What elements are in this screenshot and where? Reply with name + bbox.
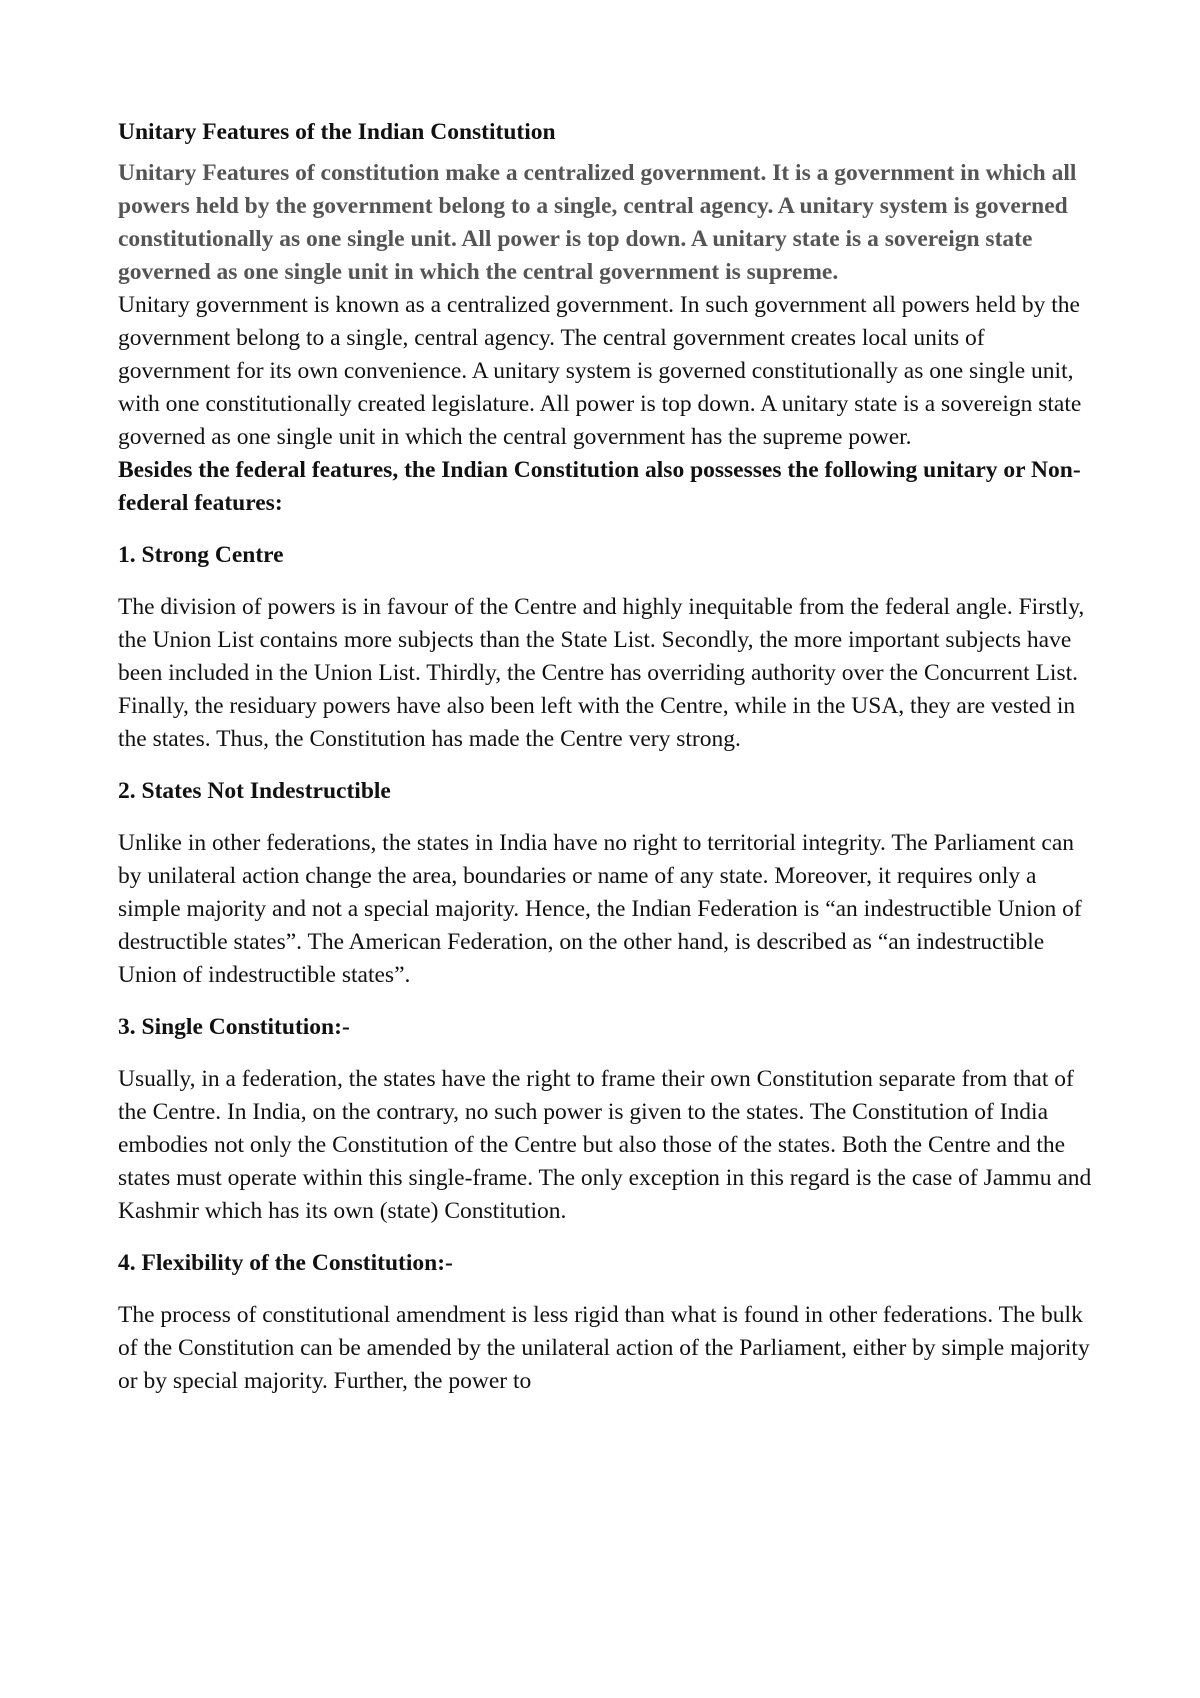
body-paragraph: Unitary government is known as a centralized government. In such government all powers held by the government belong to a single, central agency. The central government creates local units of government for its own convenience. A unitary system is governed constitutionally as one single unit, with one constitutionally created legislature. All power is top down. A unitary state is a sovereign state governed as one single unit in which the central government has the supreme power. [118, 292, 1082, 450]
section-heading-single-constitution: 3. Single Constitution:- [118, 1014, 350, 1040]
features-intro: Besides the federal features, the Indian Constitution also possesses the following unitary or Non-federal features: [118, 457, 1081, 516]
document-title: Unitary Features of the Indian Constitution [118, 119, 556, 145]
lead-paragraph: Unitary Features of constitution make a centralized government. It is a government in which all powers held by the government belong to a single, central agency. A unitary system is governed constitutionally as one single unit. All power is top down. A unitary state is a sovereign state governed as one single unit in which the central government is supreme. [118, 160, 1077, 285]
section-heading-states-not-indestructible: 2. States Not Indestructible [118, 778, 391, 804]
section-body-flexibility: The process of constitutional amendment is less rigid than what is found in other federations. The bulk of the Constitution can be amended by the unilateral action of the Parliament, either by simple majority or by special majority. Further, the power to [118, 1302, 1090, 1394]
section-body-states-not-indestructible: Unlike in other federations, the states in India have no right to territorial integrity. The Parliament can by unilateral action change the area, boundaries or name of any state. Moreover, it requires only a simple majority and not a special majority. Hence, the Indian Federation is “an indestructible Union of destructible states”. The American Federation, on the other hand, is described as “an indestructible Union of indestructible states”. [118, 830, 1082, 988]
section-body-single-constitution: Usually, in a federation, the states have the right to frame their own Constitution separate from that of the Centre. In India, on the contrary, no such power is given to the states. The Constitution of India embodies not only the Constitution of the Centre but also those of the states. Both the Centre and the states must operate within this single-frame. The only exception in this regard is the case of Jammu and Kashmir which has its own (state) Constitution. [118, 1066, 1092, 1224]
section-heading-flexibility: 4. Flexibility of the Constitution:- [118, 1250, 453, 1276]
section-body-strong-centre: The division of powers is in favour of the Centre and highly inequitable from the federal angle. Firstly, the Union List contains more subjects than the State List. Secondly, the more important subjects have been included in the Union List. Thirdly, the Centre has overriding authority over the Concurrent List. Finally, the residuary powers have also been left with the Centre, while in the USA, they are vested in the states. Thus, the Constitution has made the Centre very strong. [118, 594, 1085, 752]
section-heading-strong-centre: 1. Strong Centre [118, 542, 284, 568]
